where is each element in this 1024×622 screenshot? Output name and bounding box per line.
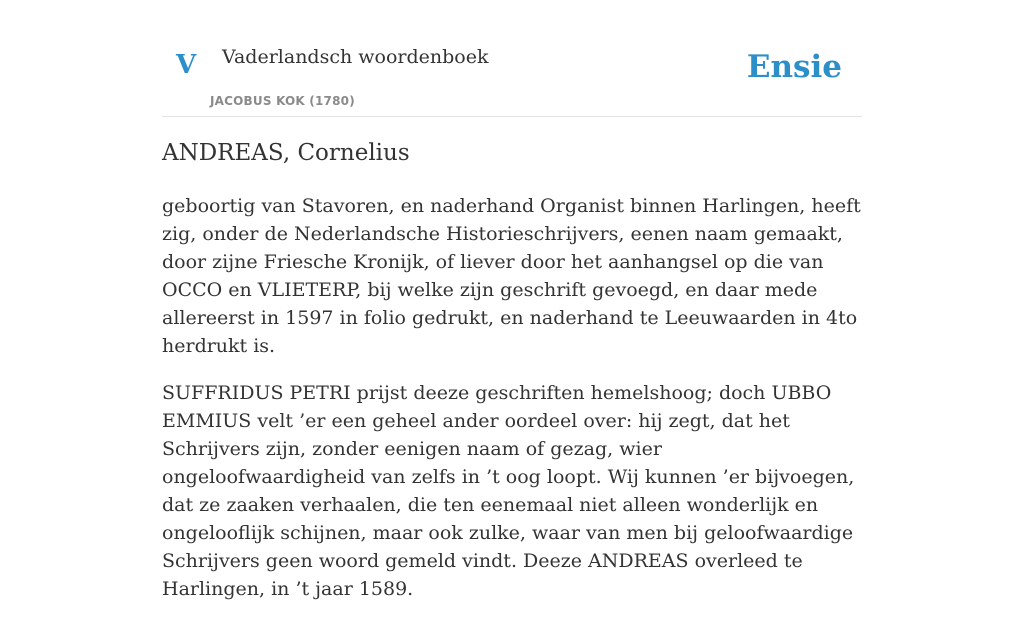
ensie-logo-link[interactable]: Ensie [746, 49, 842, 85]
entry-paragraph: geboortig van Stavoren, en naderhand Organist binnen Harlingen, heeft zig, onder de Nederlandsche Historieschrijvers, eenen naam gemaakt, door zijne Friesche Kronijk, of liever door het aanhangsel op die van OCCO en VLIETERP, bij welke zijn geschrift gevoegd, en daar mede allereerst in 1597 in folio gedrukt, en naderhand te Leeuwaarden in 4to herdrukt is. [162, 195, 861, 357]
volume-letter-link[interactable]: V [176, 50, 197, 80]
entry-paragraph: SUFFRIDUS PETRI prijst deeze geschriften hemelshoog; doch UBBO EMMIUS velt ’er een geheel ander oordeel over: hij zegt, dat het Schrijvers zijn, zonder eenigen naam of gezag, wier ongeloofwaardigheid van zelfs in ’t oog loopt. Wij kunnen ’er bijvoegen, dat ze zaaken verhaalen, die ten eenemaal niet alleen wonderlijk en ongelooflijk schijnen, maar ook zulke, waar van men bij geloofwaardige Schrijvers geen woord gemeld vindt. Deeze ANDREAS overleed te Harlingen, in ’t jaar 1589. [162, 382, 855, 600]
entry-body [162, 192, 862, 622]
book-header [162, 0, 862, 117]
entry-title: ANDREAS, Cornelius [162, 140, 410, 166]
book-title-link[interactable]: Vaderlandsch woordenboek [222, 46, 489, 68]
book-author: JACOBUS KOK (1780) [210, 94, 355, 108]
